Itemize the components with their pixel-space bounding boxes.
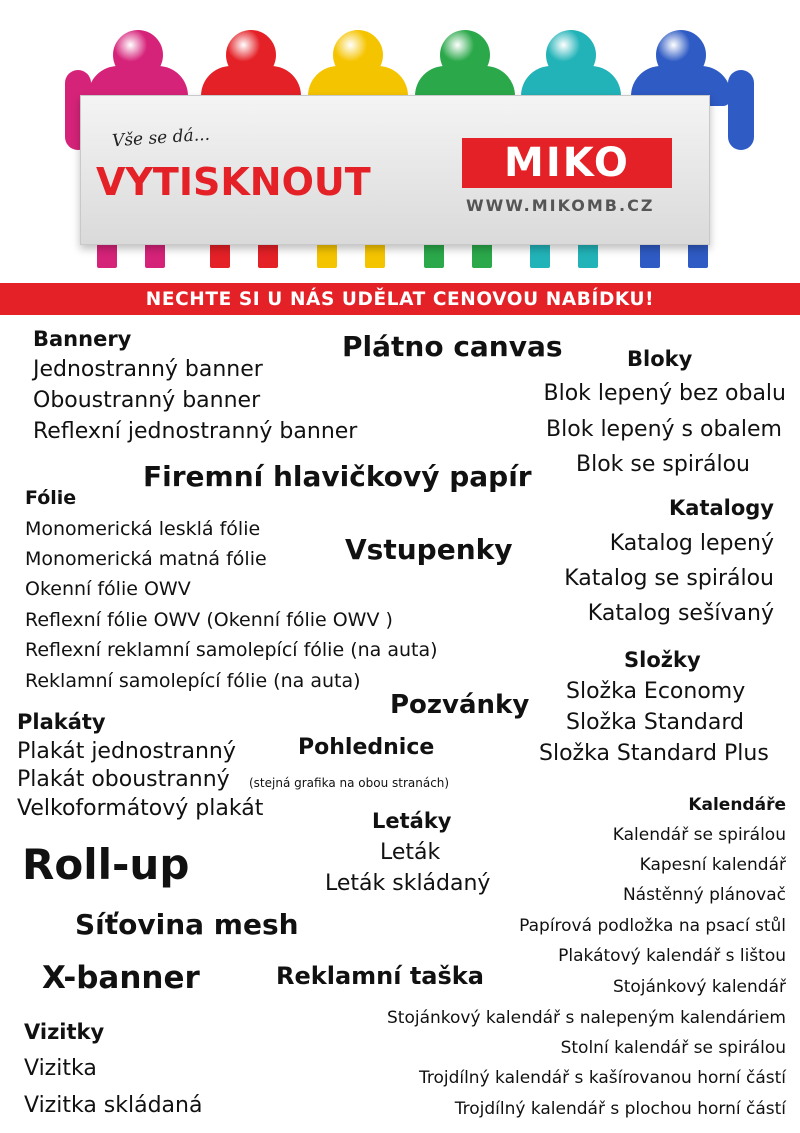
bannery-item-2: Oboustranný banner bbox=[33, 388, 261, 413]
katalogy-item-3: Katalog sešívaný bbox=[587, 601, 774, 626]
bloky-title: Bloky bbox=[627, 347, 693, 371]
kalendare-item-6: Stojánkový kalendář bbox=[612, 977, 786, 997]
bloky-item-2: Blok lepený s obalem bbox=[546, 417, 782, 442]
kalendare-item-4: Papírová podložka na psací stůl bbox=[519, 916, 786, 936]
folie-item-3: Okenní fólie OWV bbox=[25, 578, 191, 600]
bannery-item-1: Jednostranný banner bbox=[33, 357, 263, 382]
folie-title: Fólie bbox=[25, 487, 77, 509]
miko-logo bbox=[462, 138, 672, 188]
offer-text: NECHTE SI U NÁS UDĚLAT CENOVOU NABÍDKU! bbox=[145, 288, 655, 310]
bloky-item-3: Blok se spirálou bbox=[576, 452, 750, 477]
plakaty-note: (stejná grafika na obou stranách) bbox=[249, 776, 450, 790]
bannery-title: Bannery bbox=[33, 327, 132, 351]
folie-item-4: Reflexní fólie OWV (Okenní fólie OWV ) bbox=[25, 609, 393, 631]
reklamni-taska: Reklamní taška bbox=[276, 962, 484, 990]
sitovina-mesh: Síťovina mesh bbox=[75, 908, 299, 941]
roll-up: Roll-up bbox=[22, 840, 190, 889]
vizitky-item-1: Vizitka bbox=[24, 1056, 97, 1081]
kalendare-item-8: Stolní kalendář se spirálou bbox=[560, 1038, 786, 1058]
vizitky-title: Vizitky bbox=[24, 1020, 105, 1044]
bloky-item-1: Blok lepený bez obalu bbox=[543, 381, 786, 406]
slozky-item-3: Složka Standard Plus bbox=[539, 741, 769, 766]
slozky-item-1: Složka Economy bbox=[566, 679, 746, 704]
header-banner bbox=[0, 0, 800, 285]
folie-item-6: Reklamní samolepící fólie (na auta) bbox=[25, 670, 361, 692]
hlavickovy-papir: Firemní hlavičkový papír bbox=[143, 460, 532, 493]
katalogy-item-1: Katalog lepený bbox=[609, 531, 774, 556]
slozky-item-2: Složka Standard bbox=[566, 710, 744, 735]
pohlednice: Pohlednice bbox=[298, 735, 435, 760]
kalendare-item-1: Kalendář se spirálou bbox=[612, 825, 786, 845]
logo-text: MIKO bbox=[504, 140, 630, 186]
kalendare-item-3: Nástěnný plánovač bbox=[622, 885, 786, 905]
kalendare-item-10: Trojdílný kalendář s plochou horní částí bbox=[454, 1099, 786, 1119]
offer-strip bbox=[0, 283, 800, 315]
plakaty-item-1: Plakát jednostranný bbox=[17, 739, 236, 764]
plakaty-item-2: Plakát oboustranný bbox=[17, 767, 230, 792]
folie-item-1: Monomerická lesklá fólie bbox=[25, 518, 261, 540]
letaky-item-2: Leták skládaný bbox=[325, 871, 491, 896]
kalendare-title: Kalendáře bbox=[688, 795, 786, 815]
katalogy-item-2: Katalog se spirálou bbox=[564, 566, 774, 591]
slozky-title: Složky bbox=[624, 648, 701, 672]
plakaty-item-3: Velkoformátový plakát bbox=[17, 796, 264, 821]
platno-canvas: Plátno canvas bbox=[342, 330, 563, 363]
kalendare-item-7: Stojánkový kalendář s nalepeným kalendáriem bbox=[386, 1008, 786, 1028]
pozvanky: Pozvánky bbox=[390, 690, 530, 720]
website-link[interactable]: WWW.MIKOMB.CZ bbox=[466, 196, 655, 215]
folie-item-5: Reflexní reklamní samolepící fólie (na auta) bbox=[25, 639, 438, 661]
bannery-item-3: Reflexní jednostranný banner bbox=[33, 419, 358, 444]
vizitky-item-2: Vizitka skládaná bbox=[24, 1093, 203, 1118]
x-banner: X-banner bbox=[42, 960, 200, 996]
headline: VYTISKNOUT bbox=[96, 160, 371, 204]
letaky-item-1: Leták bbox=[380, 840, 441, 865]
kalendare-item-5: Plakátový kalendář s lištou bbox=[558, 946, 786, 966]
plakaty-title: Plakáty bbox=[17, 710, 106, 734]
figure-arm bbox=[728, 70, 754, 150]
kalendare-item-2: Kapesní kalendář bbox=[639, 855, 786, 875]
tagline: Vše se dá... bbox=[111, 124, 211, 152]
vstupenky: Vstupenky bbox=[345, 533, 513, 566]
katalogy-title: Katalogy bbox=[669, 496, 774, 520]
letaky-title: Letáky bbox=[372, 809, 452, 833]
kalendare-item-9: Trojdílný kalendář s kašírovanou horní částí bbox=[418, 1068, 786, 1088]
folie-item-2: Monomerická matná fólie bbox=[25, 548, 267, 570]
